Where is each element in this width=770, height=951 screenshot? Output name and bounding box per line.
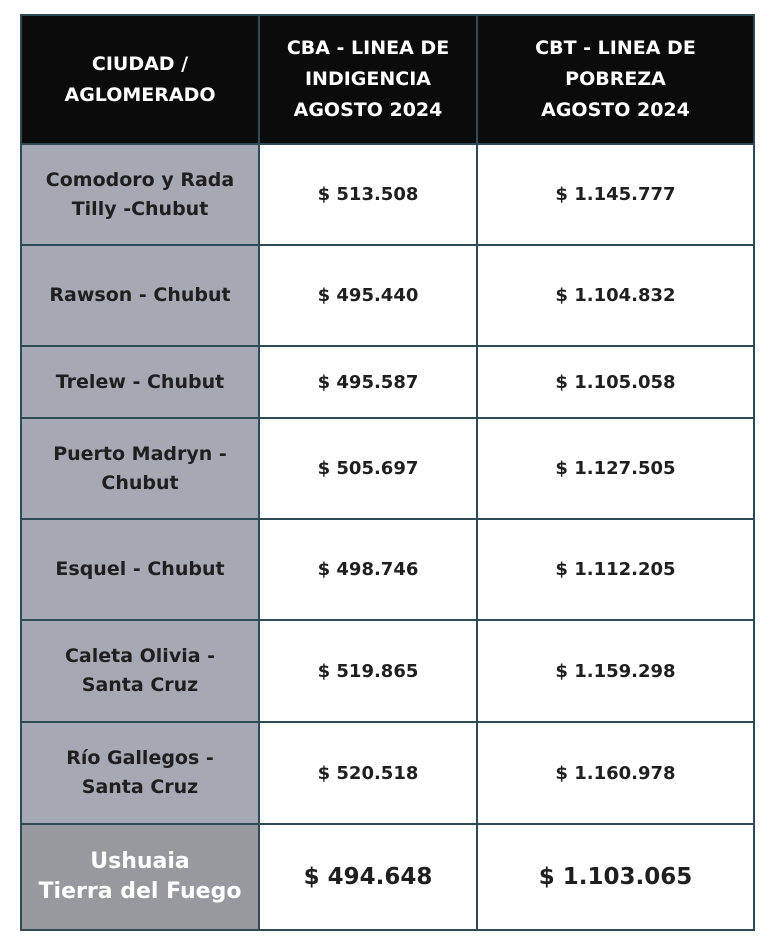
city-cell <box>21 722 259 824</box>
header-cbt <box>477 15 754 144</box>
header-city-line: CIUDAD / <box>91 52 189 75</box>
city-line: Tierra del Fuego <box>38 879 242 904</box>
city-line: Esquel - Chubut <box>55 558 225 580</box>
table-row <box>21 144 754 245</box>
city-line: Ushuaia <box>90 849 190 874</box>
city-cell <box>21 620 259 722</box>
cbt-value: $ 1.127.505 <box>477 418 754 519</box>
header-city <box>21 15 259 144</box>
table-row <box>21 245 754 346</box>
table-row <box>21 519 754 620</box>
table-header <box>21 15 754 144</box>
city-cell <box>21 418 259 519</box>
city-line: Santa Cruz <box>81 776 199 798</box>
cbt-value: $ 1.160.978 <box>477 722 754 824</box>
table-body <box>21 144 754 930</box>
city-cell <box>21 346 259 418</box>
table-row <box>21 418 754 519</box>
city-line: Rawson - Chubut <box>49 284 231 306</box>
cba-value: $ 495.440 <box>259 245 477 346</box>
city-cell <box>21 144 259 245</box>
header-cba-line: CBA - LINEA DE <box>286 37 450 59</box>
city-line: Santa Cruz <box>81 674 199 696</box>
cba-value: $ 505.697 <box>259 418 477 519</box>
header-cbt-line: CBT - LINEA DE <box>535 37 696 59</box>
table-row <box>21 620 754 722</box>
city-cell <box>21 245 259 346</box>
cba-value: $ 519.865 <box>259 620 477 722</box>
city-line: Puerto Madryn - <box>53 442 227 465</box>
cba-value: $ 520.518 <box>259 722 477 824</box>
header-cba-line: AGOSTO 2024 <box>293 99 443 121</box>
city-line: Trelew - Chubut <box>55 370 225 393</box>
cbt-value: $ 1.105.058 <box>477 346 754 418</box>
table-row-highlighted <box>21 824 754 930</box>
cba-value: $ 494.648 <box>259 824 477 930</box>
cba-value: $ 513.508 <box>259 144 477 245</box>
city-line: Comodoro y Rada <box>45 168 235 191</box>
city-cell <box>21 519 259 620</box>
cba-value: $ 495.587 <box>259 346 477 418</box>
header-row <box>21 15 754 144</box>
cbt-value: $ 1.159.298 <box>477 620 754 722</box>
header-cbt-line: AGOSTO 2024 <box>541 99 690 121</box>
city-line: Río Gallegos - <box>66 747 214 769</box>
poverty-lines-table <box>20 14 755 931</box>
table-row <box>21 346 754 418</box>
header-cba <box>259 15 477 144</box>
city-line: Tilly -Chubut <box>71 197 209 220</box>
header-cbt-line: POBREZA <box>565 68 666 90</box>
cbt-value: $ 1.145.777 <box>477 144 754 245</box>
cba-value: $ 498.746 <box>259 519 477 620</box>
cbt-value: $ 1.104.832 <box>477 245 754 346</box>
cbt-value: $ 1.103.065 <box>477 824 754 930</box>
city-line: Chubut <box>101 471 179 494</box>
table-row <box>21 722 754 824</box>
header-cba-line: INDIGENCIA <box>304 68 431 90</box>
city-cell <box>21 824 259 930</box>
city-line: Caleta Olivia - <box>64 645 216 667</box>
cbt-value: $ 1.112.205 <box>477 519 754 620</box>
header-city-line: AGLOMERADO <box>64 83 216 106</box>
